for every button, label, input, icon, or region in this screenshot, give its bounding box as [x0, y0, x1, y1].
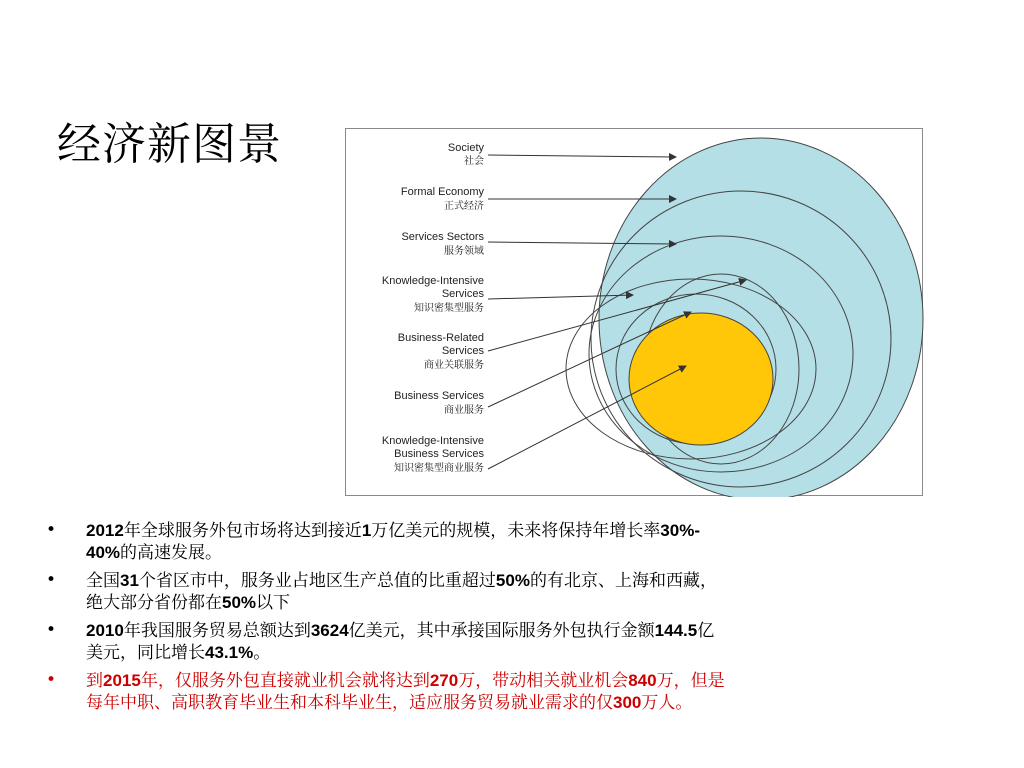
bullet-text: 2015 — [103, 671, 141, 690]
bullet-text: 到 — [86, 671, 103, 691]
label-kis-en: Knowledge-Intensive — [381, 275, 484, 287]
label-kibs-en2: Business Services — [394, 448, 484, 460]
bullet-text: 3624 — [310, 621, 349, 640]
label-services-sectors-en: Services Sectors — [401, 231, 484, 243]
bullet-text: 亿 — [697, 621, 715, 641]
bullet-text: 万亿美元的规模，未来将保持年增长率 — [371, 521, 661, 541]
label-kis-en2: Services — [441, 288, 484, 300]
bullet-item — [46, 620, 966, 664]
bullet-text: 的高速发展。 — [120, 543, 223, 563]
label-formal-economy-cn: 正式经济 — [444, 201, 484, 212]
label-services-sectors-cn: 服务领域 — [444, 246, 484, 257]
bullet-text: 30%- — [660, 521, 700, 540]
bullet-text: 2012 — [86, 521, 124, 540]
bullet-text: 年全球服务外包市场将达到接近 — [123, 521, 362, 541]
bullet-text: 年，仅服务外包直接就业机会就将达到 — [140, 671, 430, 691]
bullet-text: 270 — [429, 671, 459, 690]
bullet-text: 万人。 — [641, 693, 693, 713]
bullet-text: 的有北京、上海和西藏， — [529, 571, 717, 591]
label-society-en: Society — [447, 142, 484, 154]
bullet-text: 840 — [628, 671, 657, 690]
bullet-list — [46, 520, 966, 720]
label-business-services-cn: 商业服务 — [444, 405, 484, 416]
bullet-dot: • — [46, 570, 57, 590]
bullet-text: 每年中职、高职教育毕业生和本科毕业生，适应服务贸易就业需求的仅 — [86, 693, 613, 713]
label-kibs-cn: 知识密集型商业服务 — [394, 463, 484, 474]
bullet-text: 。 — [253, 643, 271, 663]
bullet-text: 50% — [222, 593, 257, 612]
bullet-text: 个省区市中，服务业占地区生产总值的比重超过 — [138, 571, 496, 591]
arrow-society — [488, 155, 676, 157]
bullet-item — [46, 520, 966, 564]
bullet-text: 美元，同比增长 — [86, 643, 205, 663]
page-title: 经济新图景 — [57, 119, 282, 170]
bullet-item-highlight — [46, 670, 966, 714]
label-business-services-en: Business Services — [394, 390, 484, 402]
bullet-dot: • — [46, 620, 57, 640]
label-formal-economy-en: Formal Economy — [400, 186, 484, 198]
bullet-text: 绝大部分省份都在 — [86, 593, 222, 613]
bullet-dot: • — [46, 670, 57, 690]
bullet-text: 144.5 — [654, 621, 698, 640]
bullet-text: 年我国服务贸易总额达到 — [123, 621, 311, 641]
nested-ellipse-diagram — [345, 128, 923, 496]
bullet-text: 万，带动相关就业机会 — [458, 671, 629, 691]
bullet-text: 300 — [613, 693, 642, 712]
bullet-item — [46, 570, 966, 614]
bullet-text: 40% — [86, 543, 121, 562]
diagram-canvas — [346, 129, 924, 497]
label-kibs-en: Knowledge-Intensive — [381, 435, 484, 447]
bullet-text: 31 — [120, 571, 139, 590]
bullet-text: 万，但是 — [656, 671, 725, 691]
label-business-related-en2: Services — [441, 345, 484, 357]
bullet-text: 亿美元，其中承接国际服务外包执行金额 — [348, 621, 655, 641]
bullet-text: 2010 — [86, 621, 124, 640]
kibs-core-ellipse — [629, 313, 773, 445]
label-business-related-en: Business-Related — [397, 332, 484, 344]
bullet-text: 1 — [361, 521, 372, 540]
bullet-text: 43.1% — [205, 643, 254, 662]
bullet-text: 全国 — [86, 571, 120, 591]
bullet-text: 50% — [495, 571, 530, 590]
label-business-related-cn: 商业关联服务 — [424, 360, 484, 371]
bullet-dot: • — [46, 520, 57, 540]
label-society-cn: 社会 — [464, 156, 484, 167]
bullet-text: 以下 — [256, 593, 291, 613]
label-kis-cn: 知识密集型服务 — [414, 303, 484, 314]
